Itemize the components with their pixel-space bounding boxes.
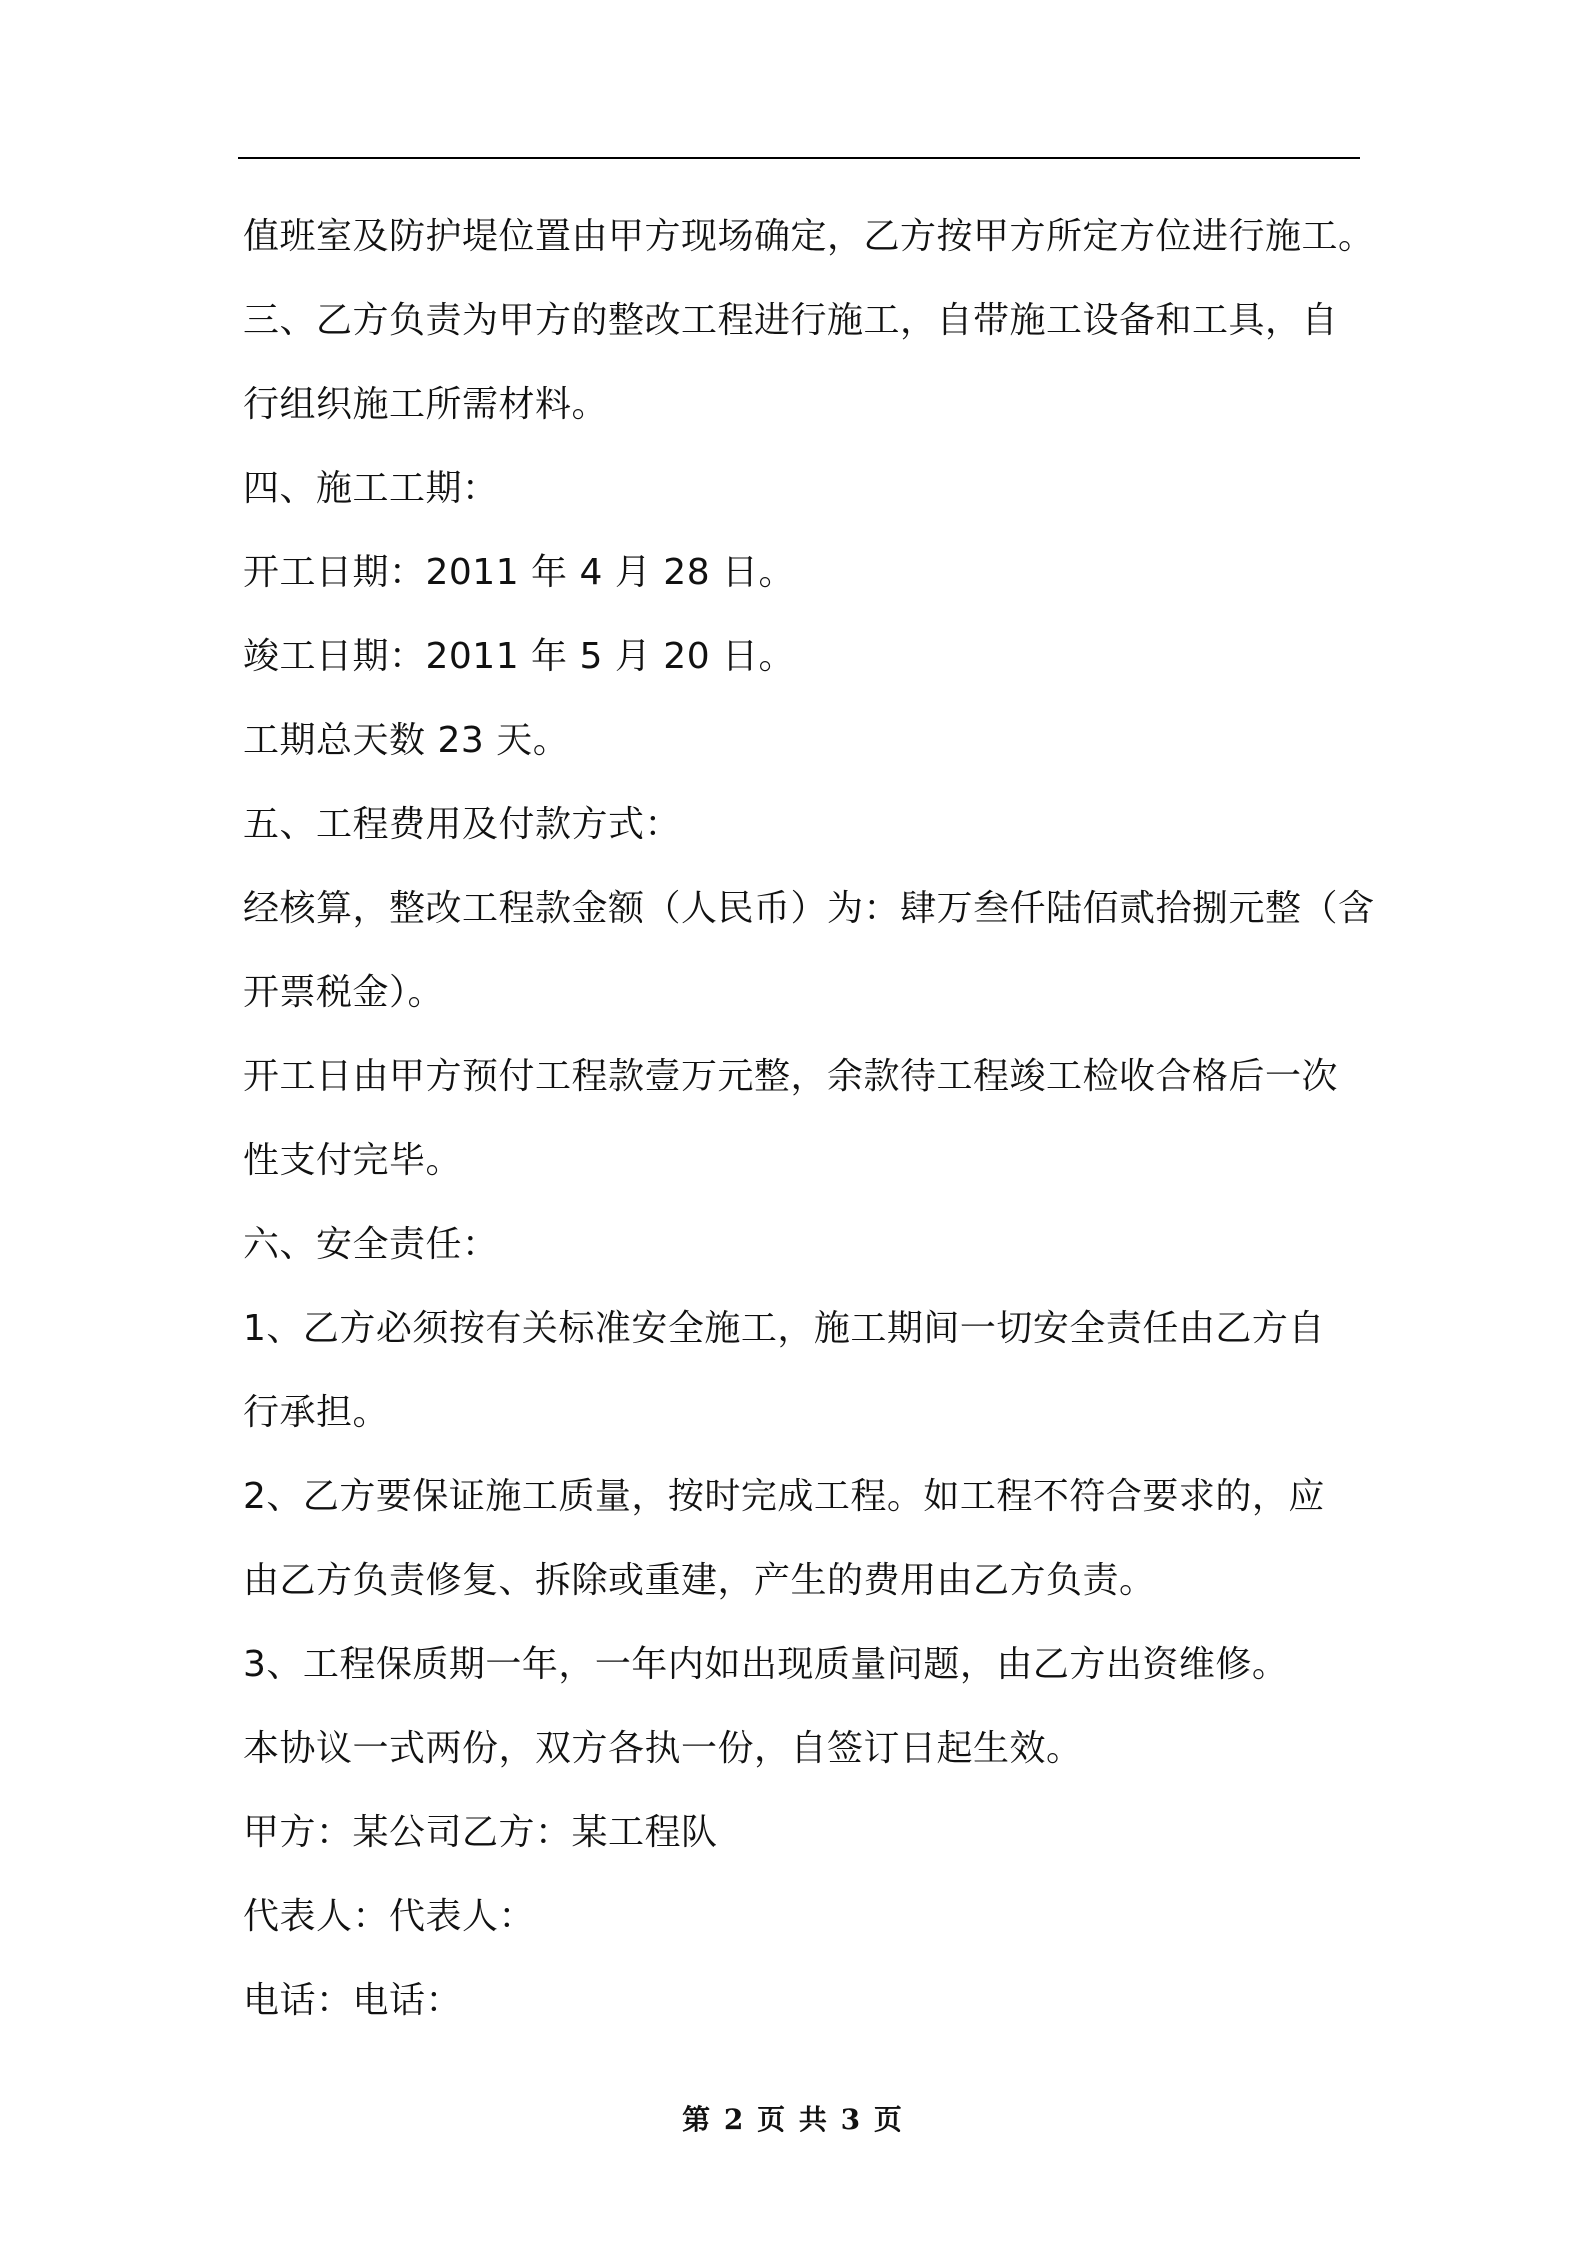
signature-phone-line: 电话：电话： xyxy=(243,1980,463,2021)
header-divider xyxy=(238,157,1360,159)
text-line: 1、乙方必须按有关标准安全施工，施工期间一切安全责任由乙方自 xyxy=(243,1308,1325,1349)
text-line: 开工日由甲方预付工程款壹万元整，余款待工程竣工检收合格后一次 xyxy=(243,1056,1339,1097)
text-line: 值班室及防护堤位置由甲方现场确定，乙方按甲方所定方位进行施工。 xyxy=(243,216,1375,257)
text-line: 开工日期：2011 年 4 月 28 日。 xyxy=(243,552,796,593)
signature-representative-line: 代表人：代表人： xyxy=(243,1896,536,1937)
text-line: 行组织施工所需材料。 xyxy=(243,384,609,425)
text-line: 开票税金）。 xyxy=(243,972,445,1013)
text-line: 经核算，整改工程款金额（人民币）为：肆万叁仟陆佰贰拾捌元整（含 xyxy=(243,888,1375,929)
text-line: 行承担。 xyxy=(243,1392,390,1433)
text-line: 由乙方负责修复、拆除或重建，产生的费用由乙方负责。 xyxy=(243,1560,1156,1601)
section-heading: 五、工程费用及付款方式： xyxy=(243,804,682,845)
text-line: 工期总天数 23 天。 xyxy=(243,720,570,761)
document-body xyxy=(243,195,1373,2043)
text-line: 2、乙方要保证施工质量，按时完成工程。如工程不符合要求的，应 xyxy=(243,1476,1325,1517)
page-number: 第 2 页 共 3 页 xyxy=(682,2103,904,2136)
text-line: 3、工程保质期一年，一年内如出现质量问题，由乙方出资维修。 xyxy=(243,1644,1289,1685)
text-line: 三、乙方负责为甲方的整改工程进行施工，自带施工设备和工具，自 xyxy=(243,300,1339,341)
text-line: 竣工日期：2011 年 5 月 20 日。 xyxy=(243,636,796,677)
text-line: 本协议一式两份，双方各执一份，自签订日起生效。 xyxy=(243,1728,1083,1769)
signature-party-line: 甲方：某公司乙方：某工程队 xyxy=(243,1812,718,1853)
section-heading: 四、施工工期： xyxy=(243,468,499,509)
section-heading: 六、安全责任： xyxy=(243,1224,499,1265)
text-line: 性支付完毕。 xyxy=(243,1140,463,1181)
